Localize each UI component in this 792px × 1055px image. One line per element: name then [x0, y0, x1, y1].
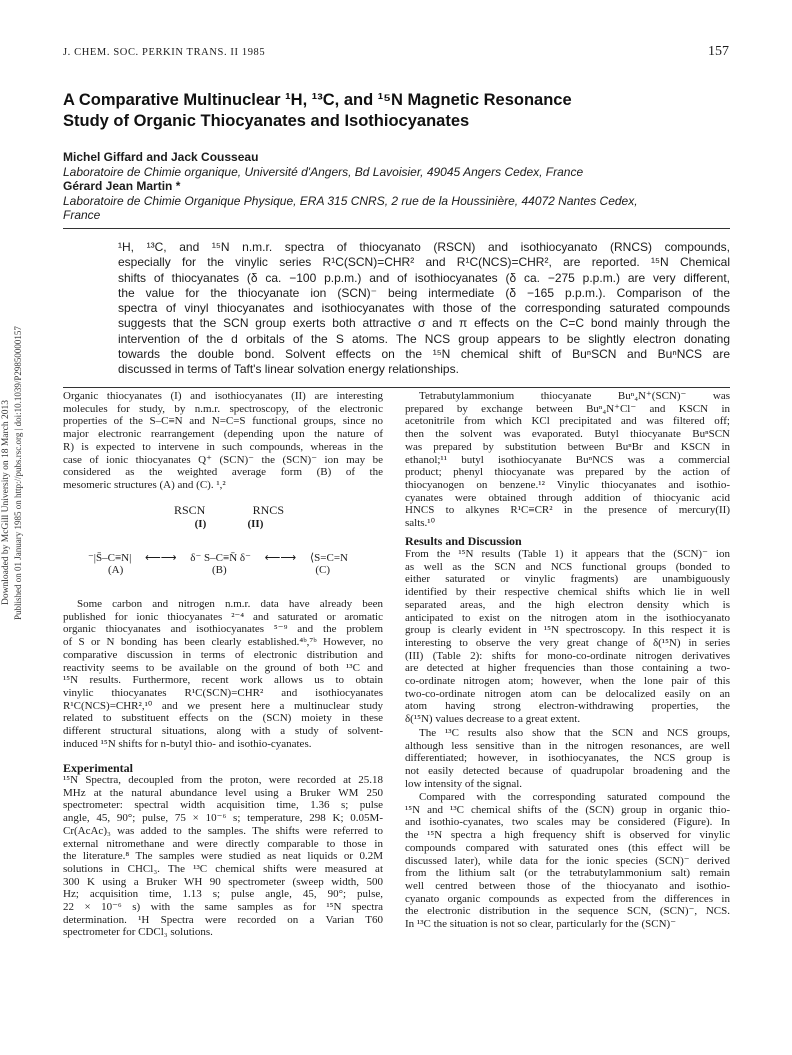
- text-line: shifts of thiocyanates (δ ca. −100 p.p.m.) and of isothiocyanates (δ ca. −275 p.p.m.) are very different,: [118, 270, 730, 285]
- text-line: compounds compared with saturated ones (this effect will be: [405, 841, 730, 854]
- text-line: intervention of the d orbitals of the S atoms. The NCS group appears to be slightly electron donating: [118, 331, 730, 346]
- text-line: induced ¹⁵N shifts for n-butyl thio- and isothio-cyanates.: [63, 737, 312, 750]
- intro-paragraph: [63, 390, 383, 492]
- results-paragraph: [405, 548, 730, 726]
- text-line: ethanol;¹¹ butyl isothiocyanate BuⁿNCS was a commercial: [405, 453, 730, 466]
- resonance-arrow: ⟵⟶: [145, 552, 177, 564]
- text-line: (III) (Table 2): shifts for mono-co-ordinate nitrogen derivatives: [405, 649, 730, 662]
- text-line: 300 K using a Bruker WH 90 spectrometer (sweep width, 500: [63, 875, 383, 888]
- text-line: spectrometer for CDCl₃ solutions.: [63, 926, 213, 939]
- text-line: Cr(AcAc)₃ was added to the samples. The shifts were referred to: [63, 824, 383, 837]
- text-line: Some carbon and nitrogen n.m.r. data have already been: [77, 598, 383, 610]
- text-line: vinylic thiocyanates R¹C(SCN)=CHR² and isothiocyanates: [63, 686, 383, 699]
- text-line: MHz at the natural abundance level using a Bruker WM 250: [63, 786, 383, 799]
- affiliation: Laboratoire de Chimie Organique Physique, ERA 315 CNRS, 2 rue de la Houssinière, 44072 Nantes Cedex,: [63, 193, 638, 208]
- text-line: solutions in CHCl₃. The ¹³C chemical shifts were measured at: [63, 862, 383, 875]
- text-line: are detected at higher frequencies than those containing a two-: [405, 662, 730, 675]
- text-line: as well as the SCN and NCS functional groups (bonded to: [405, 560, 730, 573]
- structure-labels: [174, 503, 284, 530]
- text-line: acetonitrile from which KCl precipitated and was filtered off;: [405, 415, 730, 428]
- title-line: A Comparative Multinuclear ¹H, ¹³C, and ¹⁵N Magnetic Resonance: [63, 91, 572, 109]
- text-line: thiocyanogen on benzene.¹² Vinylic thiocyanates and isothio-: [405, 478, 730, 491]
- text-line: HNCS to alkynes R¹C≡CR² in the presence of mercury(II): [405, 504, 730, 517]
- text-line: salts.¹⁰: [405, 517, 436, 530]
- text-line: separated areas, and the high electron density which is: [405, 598, 730, 611]
- text-line: the literature.⁸ The samples were studied as neat liquids or 0.2M: [63, 850, 383, 863]
- text-line: 22 × 10⁻⁶ s) with the same samples as for ¹⁵N spectra: [63, 901, 383, 914]
- text-line: cyanates were obtained through addition of thiocyanic acid: [405, 491, 730, 504]
- text-line: Tetrabutylammonium thiocyanate Buⁿ₄N⁺(SCN)⁻ was: [419, 390, 730, 402]
- author-block: [63, 150, 753, 223]
- article-title: [63, 90, 753, 132]
- body-paragraph: [405, 390, 730, 530]
- structure-c: ⟨S=C=N: [309, 552, 348, 564]
- text-line: of S or N bonding has been clearly established.⁴ᵇ,⁷ᵇ However, no: [63, 636, 383, 649]
- text-line: R¹C(NCS)=CHR²,¹⁰ and we present here a multinuclear study: [63, 699, 383, 712]
- text-line: group is clearly evident in ¹⁵N spectroscopy. In this respect it is: [405, 624, 730, 637]
- body-paragraph: [405, 727, 730, 791]
- label-i: (I): [194, 518, 207, 530]
- text-line: spectrometer: spectral width acquisition time, 1.36 s; pulse: [63, 799, 383, 812]
- download-notice[interactable]: Downloaded by McGill University on 18 March 2013: [1, 399, 11, 605]
- text-line: properties of the S–C≡N and N=C=S functional groups, since no: [63, 415, 383, 428]
- label-ii: (II): [247, 518, 264, 530]
- text-line: different structural situations, along with a study of solvent-: [63, 725, 383, 738]
- text-line: low intensity of the signal.: [405, 777, 523, 790]
- text-line: the ¹⁵N spectra a high frequency shift is observed for vinylic: [405, 829, 730, 842]
- text-line: mesomeric structures (A) and (C). ¹,²: [63, 478, 226, 491]
- structure-rncs: RNCS: [252, 503, 284, 517]
- text-line: suggests that the SCN group exerts both attractive σ and π effects on the C=C bond mainly through the: [118, 316, 730, 331]
- page-number: 157: [708, 44, 729, 59]
- text-line: δ(¹⁵N) values decrease to a great extent.: [405, 713, 581, 726]
- resonance-arrow: ⟵⟶: [264, 552, 297, 564]
- text-line: prepared by exchange between Buⁿ₄N⁺Cl⁻ and KSCN in: [405, 402, 730, 415]
- text-line: comparative discussion in terms of electronic distribution and: [63, 648, 383, 661]
- text-line: the electronic distribution in the sequence SCN, (SCN)⁻, NCS.: [405, 905, 730, 918]
- mesomeric-structures: [88, 551, 348, 576]
- text-line: ¹⁵N and ¹³C chemical shifts of the (SCN) group in organic thio-: [405, 803, 730, 816]
- affiliation: France: [63, 208, 101, 223]
- text-line: cyanato organic compounds as expected from the differences in: [405, 892, 730, 905]
- text-line: the value for the thiocyanate ion (SCN)⁻ being intermediate (δ −165 p.p.m.). Comparison of the: [118, 285, 730, 300]
- text-line: ¹⁵N Spectra, decoupled from the proton, were recorded at 25.18: [63, 774, 383, 786]
- title-line: Study of Organic Thiocyanates and Isothiocyanates: [63, 112, 470, 130]
- text-line: The ¹³C results also show that the SCN and NCS groups,: [419, 727, 730, 739]
- text-line: From the ¹⁵N results (Table 1) it appears that the (SCN)⁻ ion: [405, 548, 730, 560]
- text-line: reactivity seems to be available on the ground of both ¹³C and: [63, 661, 383, 674]
- structure-rscn: RSCN: [174, 503, 206, 517]
- label-a: (A): [108, 564, 124, 576]
- body-paragraph: [405, 791, 730, 931]
- text-line: co-ordinate nitrogen atom; however, when the lone pair of this: [405, 675, 730, 688]
- text-line: angle, 45, 90°; pulse, 75 × 10⁻⁶ s; temperature, 298 K; 0.05M-: [63, 812, 383, 825]
- structure-a: ⁻|S̄–C≡N|: [88, 552, 132, 564]
- journal-header: J. CHEM. SOC. PERKIN TRANS. II 1985: [63, 47, 266, 58]
- text-line: published for ionic thiocyanates ²⁻⁴ and saturated or aromatic: [63, 610, 383, 623]
- author-names: Gérard Jean Martin *: [63, 179, 181, 194]
- text-line: and isothio-cyanates, two scales may be considered (Figure). In: [405, 816, 730, 829]
- text-line: determination. ¹H Spectra were recorded on a Varian T60: [63, 913, 383, 926]
- text-line: atom having strong electron-withdrawing properties, the: [405, 700, 730, 713]
- section-heading-experimental: Experimental: [63, 761, 133, 775]
- text-line: although less sensitive than in the nitrogen resonances, are well: [405, 739, 730, 752]
- text-line: considered as the weighted average form (B) of the: [63, 466, 383, 479]
- text-line: product; phenyl thiocyanate was prepared by the action of: [405, 466, 730, 479]
- text-line: spectra of vinyl thiocyanates and isothiocyanates with those of the corresponding saturated compounds: [118, 301, 730, 316]
- divider: [63, 228, 730, 229]
- text-line: case of ionic thiocyanates Q⁺ (SCN)⁻ the (SCN)⁻ ion may be: [63, 453, 383, 466]
- text-line: towards the double bond. Solvent effects on the ¹⁵N chemical shift of BuⁿSCN and BuⁿNCS are: [118, 347, 730, 362]
- text-line: interesting to observe the very great change of δ(¹⁵N) in series: [405, 636, 730, 649]
- text-line: identified by their respective chemical shifts which lie in well: [405, 586, 730, 599]
- text-line: external nitromethane and were directly comparable to those in: [63, 837, 383, 850]
- author-names: Michel Giffard and Jack Cousseau: [63, 150, 259, 164]
- text-line: Compared with the corresponding saturated compound the: [419, 791, 730, 803]
- text-line: anticipated to exist on the nitrogen atom in the isothiocyanato: [405, 611, 730, 624]
- text-line: discussed later), while data for the ionic species (SCN)⁻ derived: [405, 854, 730, 867]
- text-line: organic thiocyanates and isothiocyanates ⁵⁻⁹ and the problem: [63, 623, 383, 636]
- text-line: differentiated; however, in isothiocyanates, the NCS group is: [405, 752, 730, 765]
- abstract: [118, 240, 730, 378]
- text-line: related to substituent effects on the (SCN) moiety in these: [63, 712, 383, 725]
- text-line: molecules for study, by n.m.r. spectroscopy, of the electronic: [63, 402, 383, 415]
- text-line: then the solvent was evaporated. Butyl thiocyanate BuⁿSCN: [405, 428, 730, 441]
- text-line: ¹⁵N results. Furthermore, recent work allows us to obtain: [63, 674, 383, 687]
- text-line: from the lithium salt (or the tetrabutylammonium salt) remain: [405, 867, 730, 880]
- divider: [63, 387, 730, 388]
- text-line: major electronic rearrangement (depending upon the nature of: [63, 428, 383, 441]
- experimental-paragraph: [63, 774, 383, 939]
- text-line: In ¹³C the situation is not so clear, particularly for the (SCN)⁻: [405, 918, 677, 931]
- text-line: especially for the vinylic series R¹C(SCN)=CHR² and R¹C(NCS)=CHR², are reported. ¹⁵N Chemical: [118, 255, 730, 270]
- text-line: discussed in terms of Taft's linear solvation energy relationships.: [118, 362, 459, 377]
- section-heading-results: Results and Discussion: [405, 534, 522, 548]
- download-sidebar: [0, 260, 23, 620]
- text-line: Hz; acquisition time, 1.13 s; pulse angle, 45, 90°; pulse,: [63, 888, 383, 901]
- text-line: either saturated or vinylic fragments) are unambiguously: [405, 573, 730, 586]
- text-line: well centred between those of the thiocyanato and isothio-: [405, 879, 730, 892]
- label-b: (B): [211, 564, 227, 576]
- body-paragraph: [63, 598, 383, 750]
- text-line: R) is expected to intervene in such compounds, whereas in the: [63, 440, 383, 453]
- text-line: Organic thiocyanates (I) and isothiocyanates (II) are interesting: [63, 390, 383, 402]
- text-line: ¹H, ¹³C, and ¹⁵N n.m.r. spectra of thiocyanato (RSCN) and isothiocyanato (RNCS) compounds,: [118, 240, 730, 254]
- structure-b: δ⁻ S–C≡N̄ δ⁻: [190, 552, 251, 564]
- doi-notice[interactable]: Published on 01 January 1985 on http://pubs.rsc.org | doi:10.1039/P29850000157: [13, 326, 23, 620]
- text-line: two-co-ordinate nitrogen atom can be delocalized easily on an: [405, 687, 730, 700]
- affiliation: Laboratoire de Chimie organique, Université d'Angers, Bd Lavoisier, 49045 Angers Cedex, France: [63, 164, 584, 179]
- text-line: not easily detected because of quadrupolar broadening and the: [405, 765, 730, 778]
- text-line: was prepared by substitution between BuⁿBr and KSCN in: [405, 440, 730, 453]
- label-c: (C): [315, 564, 330, 576]
